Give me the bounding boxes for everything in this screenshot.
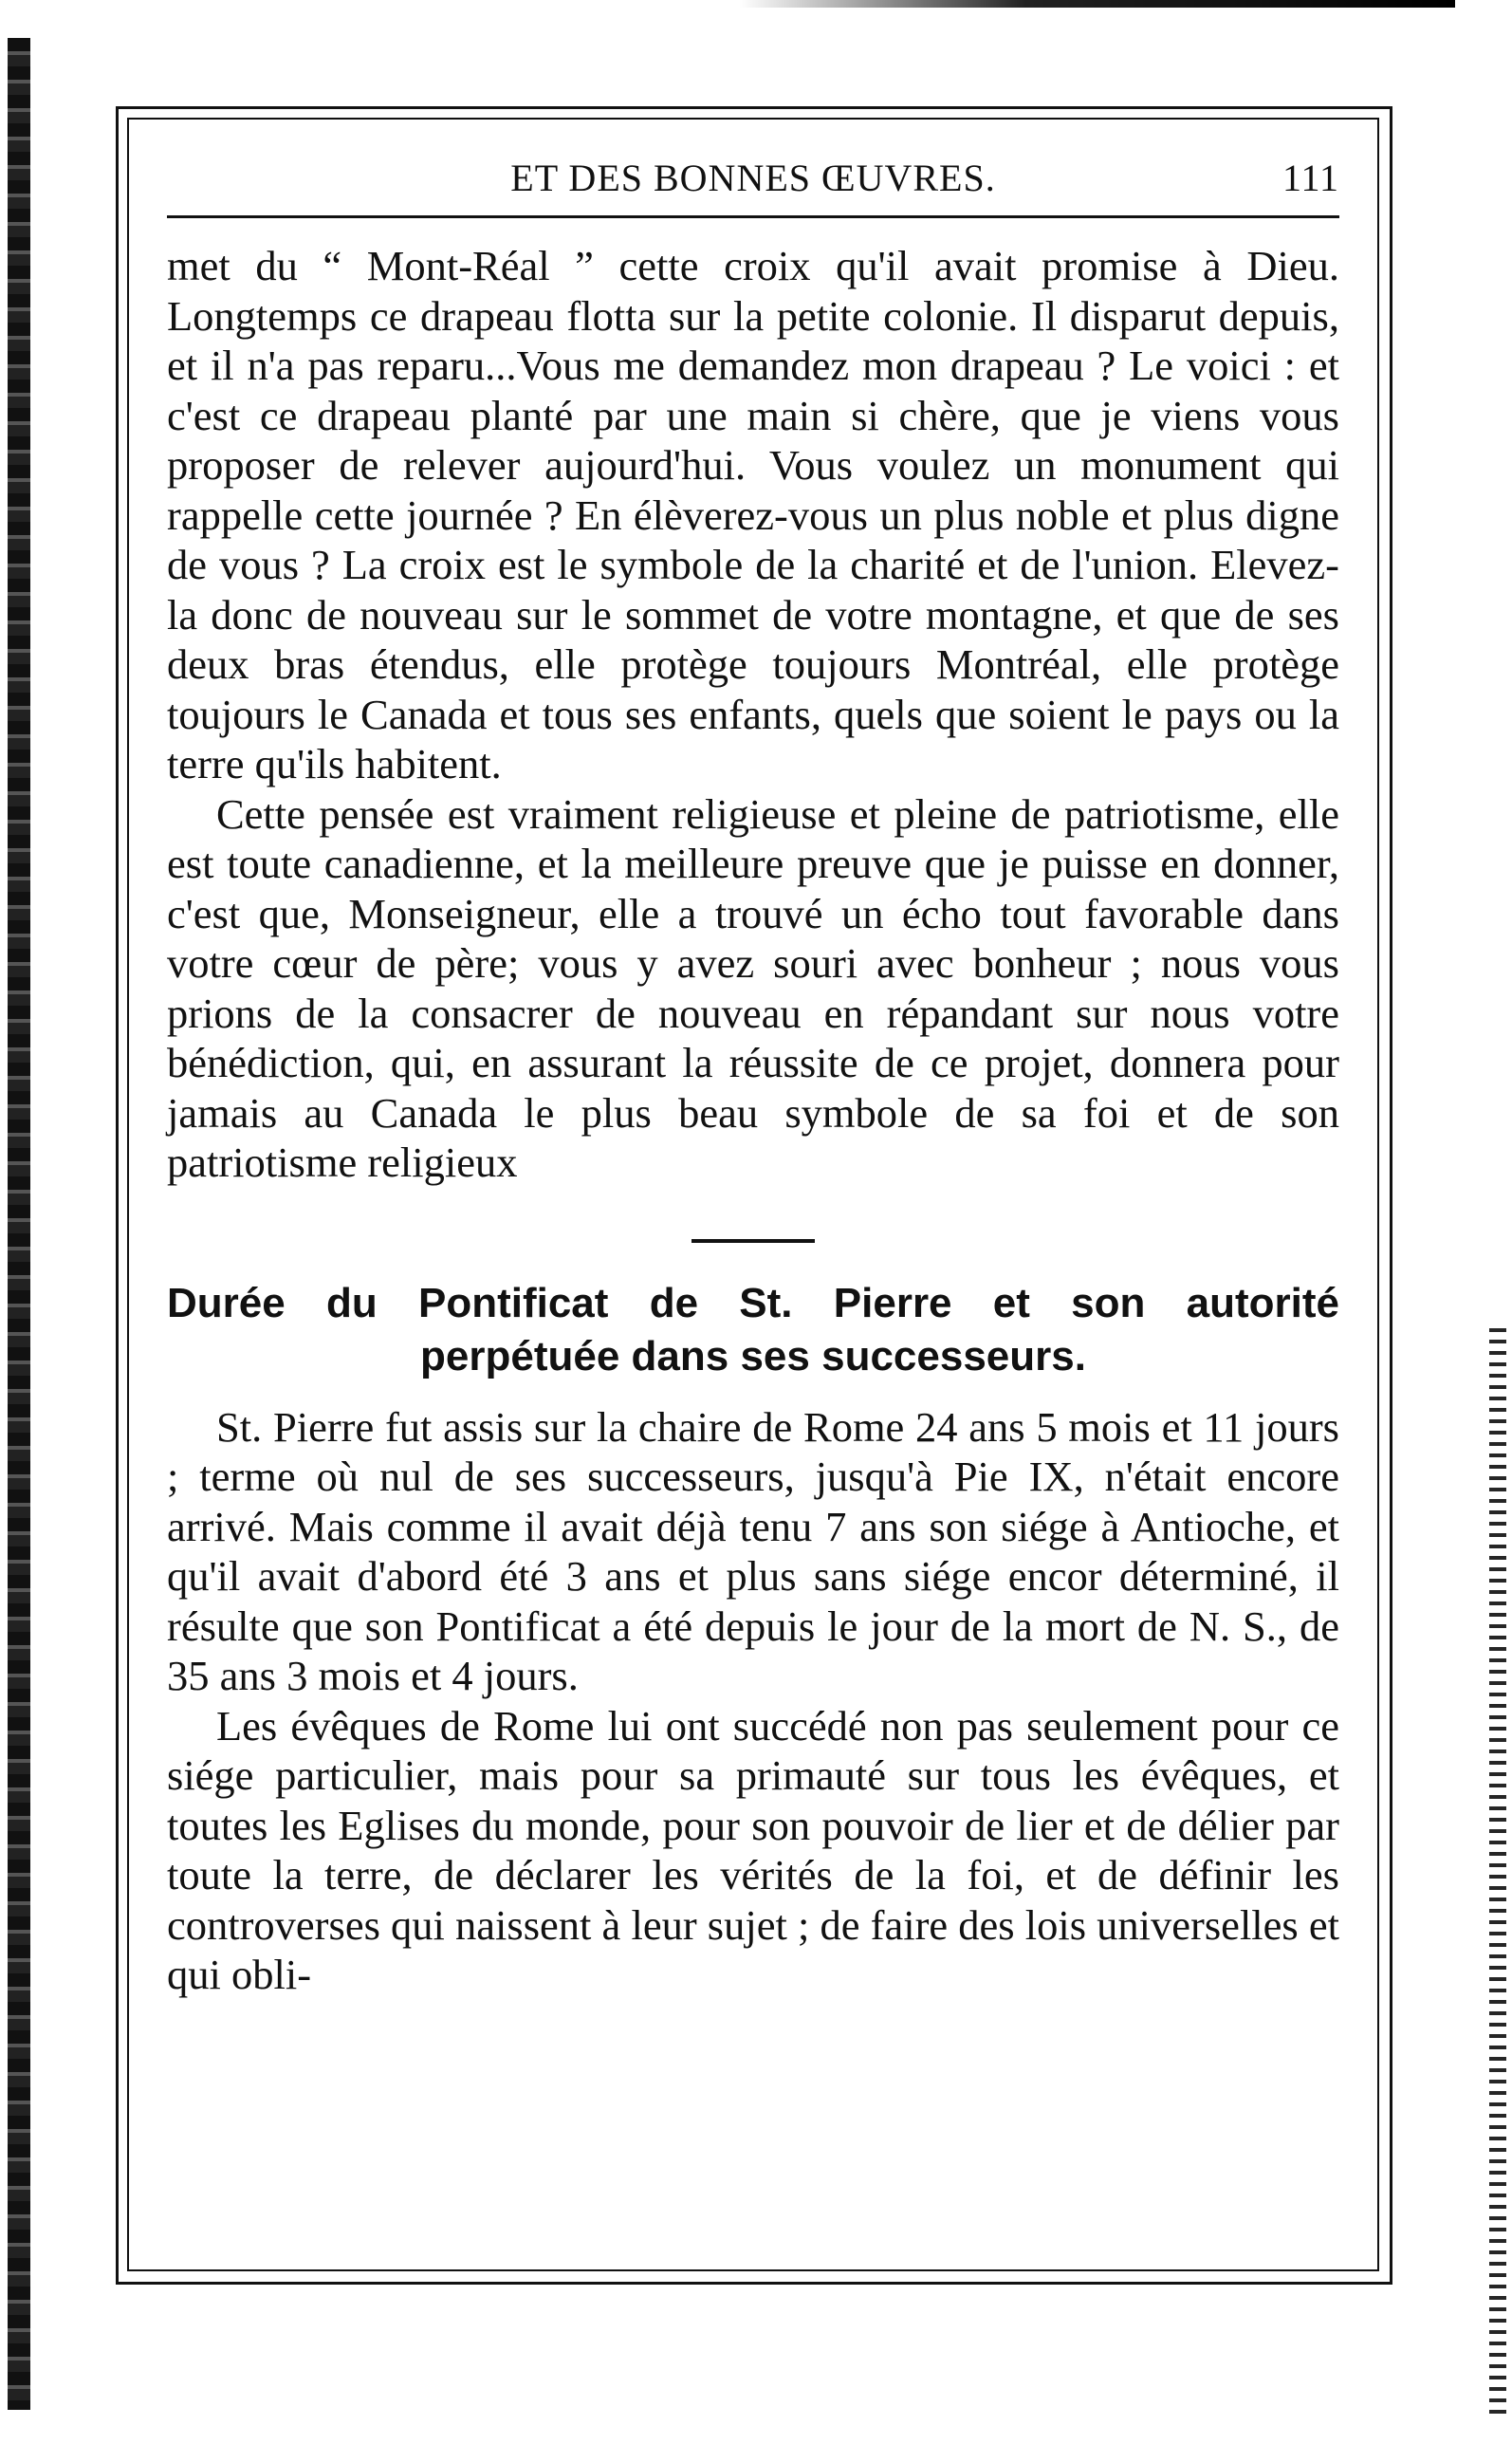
- running-head-title: ET DES BONNES ŒUVRES.: [510, 157, 996, 199]
- scan-top-edge: [740, 0, 1455, 8]
- section-paragraph: St. Pierre fut assis sur la chaire de Rome 24 ans 5 mois et 11 jours ; terme où nul de ses successeurs, jusqu'à Pie IX, n'était encore arrivé. Mais comme il avait déjà tenu 7 ans son siége à Antioche, et qu'il avait d'abord été 3 ans et plus sans siége encor déterminé, il résulte que son Pontificat a été depuis le jour de la mort de N. S., de 35 ans 3 mois et 4 jours.: [167, 1402, 1339, 1699]
- paragraph-continued: met du “ Mont-Réal ” cette croix qu'il avait promise à Dieu. Longtemps ce drapeau flotta sur la petite colonie. Il disparut depuis, et il n'a pas reparu...Vous me demandez mon drapeau ? Le voici : et c'est ce drapeau planté par une main si chère, que je viens vous proposer de relever aujourd'hui. Vous voulez un monument qui rappelle cette journée ? En élèverez-vous un plus noble et plus digne de vous ? La croix est le symbole de la charité et de l'union. Elevez-la donc de nouveau sur le sommet de votre montagne, et que de ses deux bras étendus, elle protège toujours Montréal, elle protège toujours le Canada et tous ses enfants, quels que soient le pays ou la terre qu'ils habitent.: [167, 242, 1339, 787]
- section-divider: [691, 1239, 815, 1243]
- section-heading-line-2: perpétuée dans ses successeurs.: [420, 1332, 1086, 1379]
- page-number: 111: [1282, 157, 1339, 199]
- section-heading: [167, 1277, 1339, 1383]
- scan-right-edge: [1489, 1328, 1506, 2419]
- section-paragraph: Les évêques de Rome lui ont succédé non pas seulement pour ce siége particulier, mais pour sa primauté sur tous les évêques, et toutes les Eglises du monde, pour son pouvoir de lier et de délier par toute la terre, de déclarer les vérités de la foi, et de définir les controverses qui naissent à leur sujet ; de faire des lois universelles et qui obli-: [167, 1701, 1339, 1998]
- scan-binding-edge: [8, 38, 30, 2410]
- page-content: [167, 142, 1339, 2000]
- running-head: [167, 142, 1339, 218]
- section-heading-line-1: Durée du Pontificat de St. Pierre et son autorité: [167, 1279, 1339, 1326]
- paragraph: Cette pensée est vraiment religieuse et pleine de patriotisme, elle est toute canadienne, et la meilleure preuve que je puisse en donner, c'est que, Monseigneur, elle a trouvé un écho tout favorable dans votre cœur de père; vous y avez souri avec bonheur ; nous vous prions de la consacrer de nouveau en répandant sur nous votre bénédiction, qui, en assurant la réussite de ce projet, donnera pour jamais au Canada le plus beau symbole de sa foi et de son patriotisme religieux: [167, 789, 1339, 1186]
